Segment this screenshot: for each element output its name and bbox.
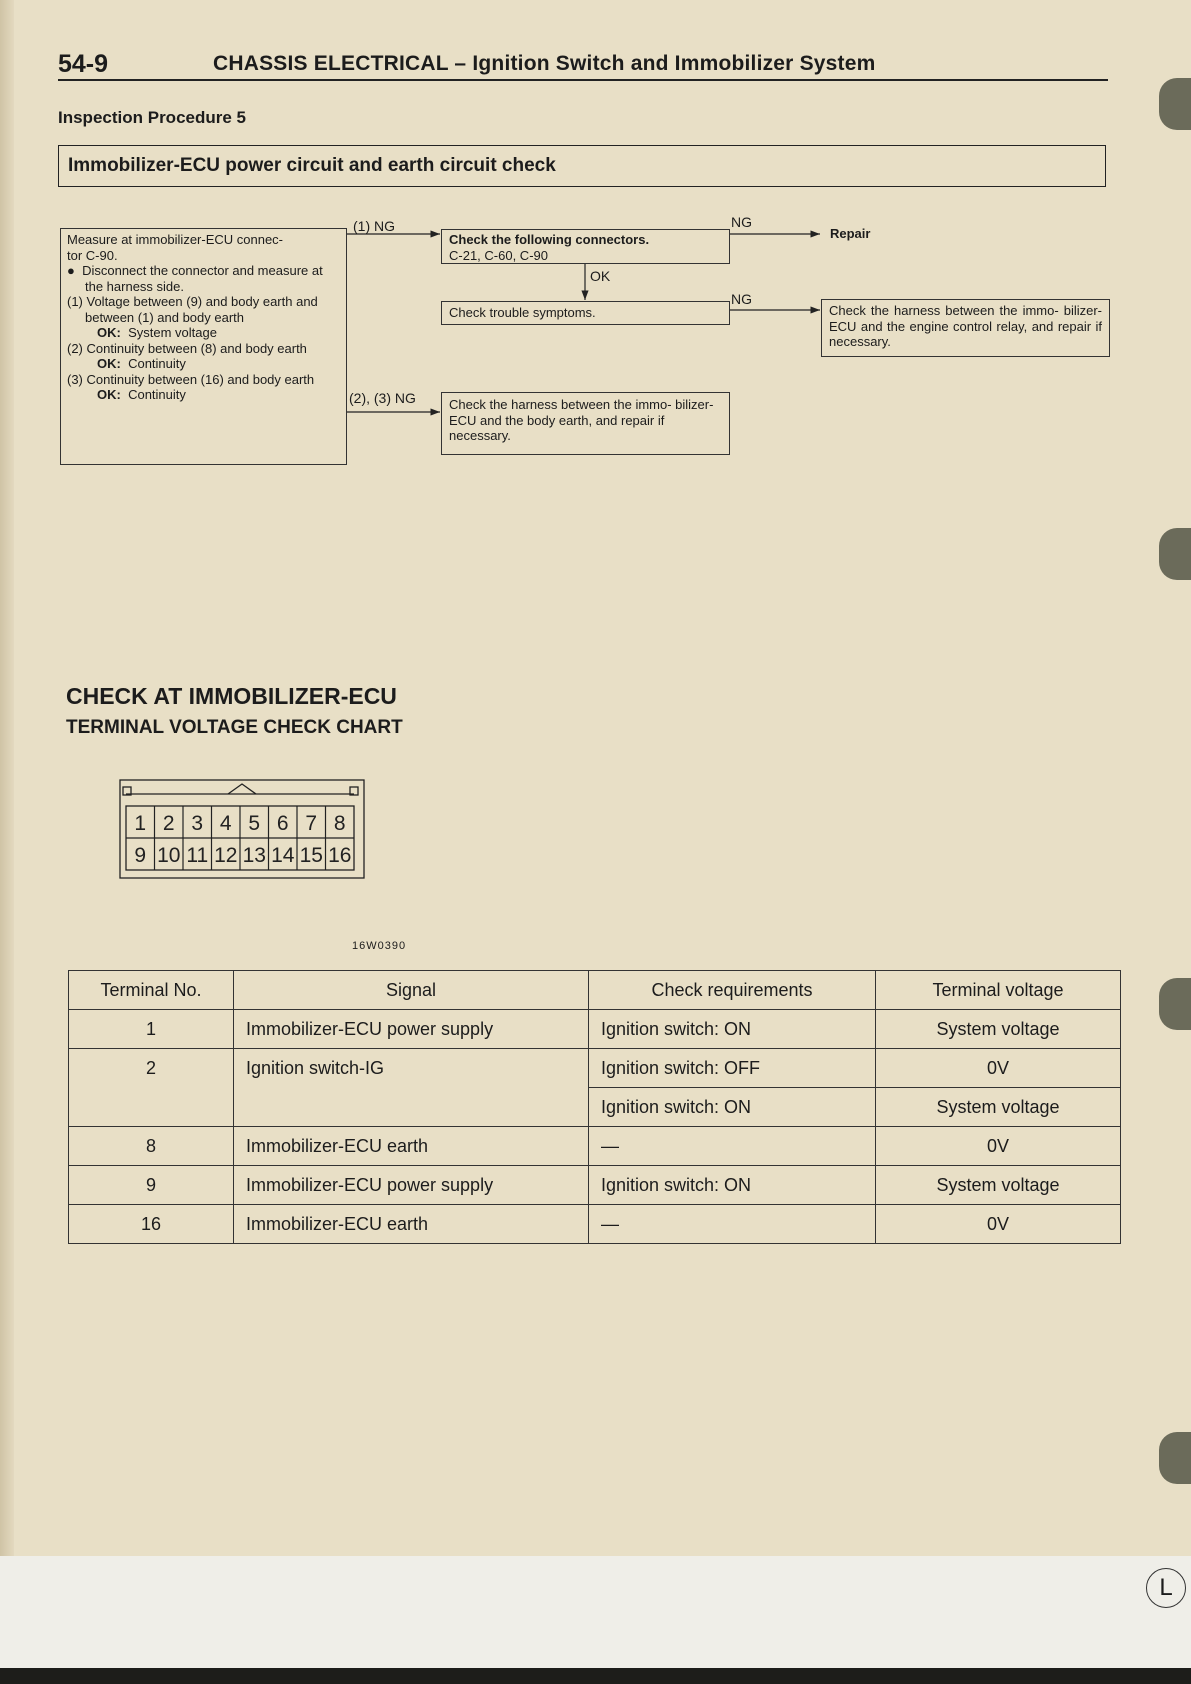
connector-pin: 14 (271, 844, 295, 867)
page-marker: L (1146, 1568, 1186, 1608)
cell-terminal: 1 (69, 1010, 234, 1049)
connector-pin: 12 (214, 844, 238, 867)
figure-code: 16W0390 (352, 940, 407, 952)
cell-volt: System voltage (876, 1010, 1121, 1049)
cell-signal: Immobilizer-ECU power supply (234, 1166, 589, 1205)
procedure-title: Immobilizer-ECU power circuit and earth circuit check (68, 155, 556, 176)
bullet-icon: ● (67, 263, 83, 278)
connector-diagram (118, 778, 368, 882)
binder-tab (1159, 528, 1191, 580)
cell-signal: Immobilizer-ECU power supply (234, 1010, 589, 1049)
connector-pin: 5 (248, 812, 261, 835)
cell-req: — (589, 1127, 876, 1166)
table-row (69, 1166, 1121, 1205)
header-signal: Signal (234, 971, 589, 1010)
table-row (69, 1205, 1121, 1244)
label-ng-mid: NG (731, 291, 752, 307)
voltage-table (68, 970, 1121, 1244)
cell-terminal: 16 (69, 1205, 234, 1244)
connector-pin: 4 (219, 812, 232, 835)
cell-terminal: 8 (69, 1127, 234, 1166)
table-header-row (69, 971, 1121, 1010)
connectors-list: C-21, C-60, C-90 (449, 247, 548, 263)
connectors-title: Check the following connectors. (449, 232, 650, 247)
cell-req: Ignition switch: ON (589, 1166, 876, 1205)
header-voltage: Terminal voltage (876, 971, 1121, 1010)
connector-pin: 7 (305, 812, 318, 835)
connector-pin: 1 (134, 812, 147, 835)
cell-terminal: 9 (69, 1166, 234, 1205)
page-number: 54-9 (58, 50, 109, 78)
cell-req: — (589, 1205, 876, 1244)
repair-label: Repair (830, 226, 871, 241)
connector-pin: 3 (191, 812, 204, 835)
measure-bullet: ● Disconnect the connector and measure at the harness side. (67, 263, 323, 294)
cell-req: Ignition switch: ON (589, 1010, 876, 1049)
measure-item2: (2) Continuity between (8) and body earth (67, 340, 307, 356)
cell-terminal: 2 (69, 1049, 234, 1088)
table-row (69, 1049, 1121, 1088)
table-row (69, 1010, 1121, 1049)
cell-req: Ignition switch: OFF (589, 1049, 876, 1088)
table-row (69, 1088, 1121, 1127)
cell-volt: 0V (876, 1127, 1121, 1166)
cell-signal: Immobilizer-ECU earth (234, 1127, 589, 1166)
table-row (69, 1127, 1121, 1166)
measure-item2-ok: OK: Continuity (97, 356, 186, 371)
cell-volt: System voltage (876, 1088, 1121, 1127)
page-title: CHASSIS ELECTRICAL – Ignition Switch and Immobilizer System (213, 52, 876, 75)
measure-item3-ok: OK: Continuity (97, 387, 186, 402)
connector-pin: 2 (162, 812, 175, 835)
cell-volt: System voltage (876, 1166, 1121, 1205)
header-requirements: Check requirements (589, 971, 876, 1010)
cell-terminal (69, 1088, 234, 1127)
label-1ng: (1) NG (353, 218, 395, 234)
procedure-heading: Inspection Procedure 5 (58, 108, 246, 127)
connector-pin: 13 (242, 844, 266, 867)
connectors-check-box (441, 229, 730, 264)
measure-item1-ok: OK: System voltage (97, 325, 217, 340)
label-ng-top: NG (731, 214, 752, 230)
connector-pin: 6 (276, 812, 289, 835)
harness-engine-box (821, 299, 1110, 357)
connector-pin: 11 (186, 844, 209, 867)
section-subtitle: TERMINAL VOLTAGE CHECK CHART (66, 717, 403, 738)
measure-item3: (3) Continuity between (16) and body earth (67, 371, 315, 387)
label-ok: OK (590, 268, 611, 284)
connector-pin: 16 (328, 844, 352, 867)
harness-earth-box (441, 392, 730, 455)
cell-volt: 0V (876, 1205, 1121, 1244)
label-23ng: (2), (3) NG (349, 390, 416, 406)
binder-tab (1159, 78, 1191, 130)
binder-tab (1159, 1432, 1191, 1484)
connector-pin: 10 (157, 844, 181, 867)
connector-pin: 15 (299, 844, 323, 867)
cell-volt: 0V (876, 1049, 1121, 1088)
cell-req: Ignition switch: ON (589, 1088, 876, 1127)
binder-tab (1159, 978, 1191, 1030)
cell-signal: Immobilizer-ECU earth (234, 1205, 589, 1244)
connector-pin: 9 (134, 844, 147, 867)
harness-engine-text: Check the harness between the immo- bilizer-ECU and the engine control relay, and repair if necessary. (829, 303, 1102, 349)
measure-line1: Measure at immobilizer-ECU connec- (67, 232, 284, 247)
scanner-bar (0, 1668, 1191, 1684)
cell-signal: Ignition switch-IG (234, 1049, 589, 1088)
header-terminal: Terminal No. (69, 971, 234, 1010)
trouble-symptoms-text: Check trouble symptoms. (449, 305, 596, 320)
connector-pin: 8 (333, 812, 346, 835)
section-title: CHECK AT IMMOBILIZER-ECU (66, 683, 397, 709)
trouble-symptoms-box (441, 301, 730, 325)
harness-earth-text: Check the harness between the immo- bilizer-ECU and the body earth, and repair if necessary. (449, 397, 714, 443)
measure-item1: (1) Voltage between (9) and body earth and between (1) and body earth (67, 294, 318, 325)
measure-line2: tor C-90. (67, 247, 118, 263)
cell-signal (234, 1088, 589, 1127)
measure-box (60, 228, 347, 465)
scanner-footer (0, 1556, 1191, 1684)
